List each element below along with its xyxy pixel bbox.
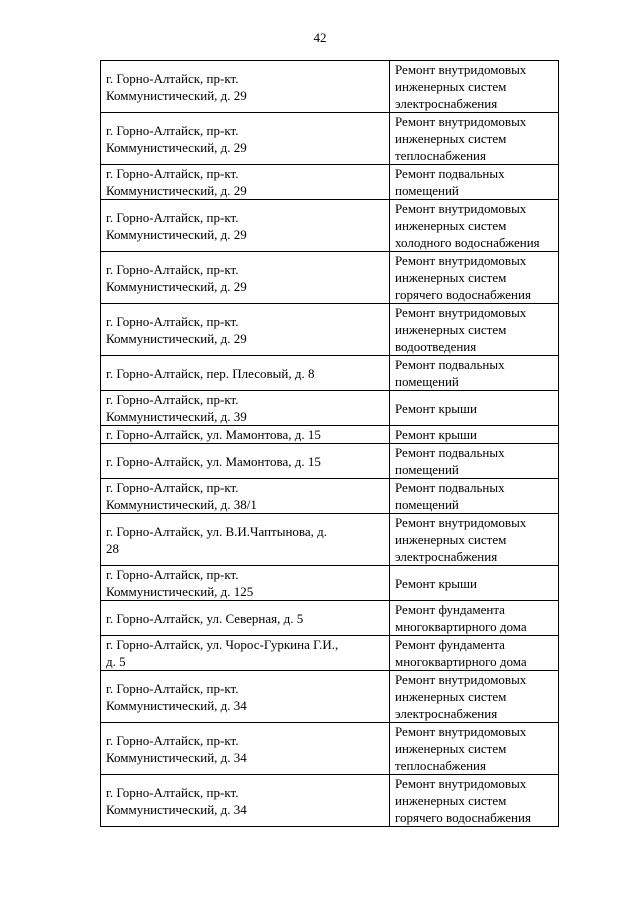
address-cell: г. Горно-Алтайск, ул. Мамонтова, д. 15 [101, 426, 390, 444]
page-number: 42 [313, 30, 327, 45]
table-row [101, 304, 559, 356]
work-type-cell: Ремонт внутридомовых инженерных систем горячего водоснабжения [390, 775, 559, 827]
address-cell: г. Горно-Алтайск, пр-кт. Коммунистический, д. 125 [101, 566, 390, 601]
table-row [101, 723, 559, 775]
work-type-cell: Ремонт крыши [390, 391, 559, 426]
table-row [101, 426, 559, 444]
work-type-cell: Ремонт подвальных помещений [390, 444, 559, 479]
address-cell: г. Горно-Алтайск, пр-кт. Коммунистический, д. 29 [101, 304, 390, 356]
work-type-cell: Ремонт крыши [390, 566, 559, 601]
work-type-cell: Ремонт внутридомовых инженерных систем электроснабжения [390, 61, 559, 113]
address-cell: г. Горно-Алтайск, ул. Северная, д. 5 [101, 601, 390, 636]
address-cell: г. Горно-Алтайск, пр-кт. Коммунистический, д. 34 [101, 671, 390, 723]
table-row [101, 514, 559, 566]
table-row [101, 113, 559, 165]
table-row [101, 61, 559, 113]
address-cell: г. Горно-Алтайск, пр-кт. Коммунистический, д. 29 [101, 200, 390, 252]
table-row [101, 252, 559, 304]
work-type-cell: Ремонт внутридомовых инженерных систем холодного водоснабжения [390, 200, 559, 252]
work-type-cell: Ремонт внутридомовых инженерных систем водоотведения [390, 304, 559, 356]
table-row [101, 444, 559, 479]
works-table [100, 60, 559, 827]
table-row [101, 165, 559, 200]
work-type-cell: Ремонт подвальных помещений [390, 165, 559, 200]
address-cell: г. Горно-Алтайск, пр-кт. Коммунистический, д. 39 [101, 391, 390, 426]
table-row [101, 566, 559, 601]
work-type-cell: Ремонт внутридомовых инженерных систем горячего водоснабжения [390, 252, 559, 304]
works-table-body [101, 61, 559, 827]
work-type-cell: Ремонт подвальных помещений [390, 479, 559, 514]
work-type-cell: Ремонт подвальных помещений [390, 356, 559, 391]
work-type-cell: Ремонт внутридомовых инженерных систем теплоснабжения [390, 723, 559, 775]
work-type-cell: Ремонт фундамента многоквартирного дома [390, 601, 559, 636]
address-cell: г. Горно-Алтайск, пр-кт. Коммунистический, д. 29 [101, 252, 390, 304]
work-type-cell: Ремонт внутридомовых инженерных систем электроснабжения [390, 514, 559, 566]
table-row [101, 601, 559, 636]
address-cell: г. Горно-Алтайск, ул. Мамонтова, д. 15 [101, 444, 390, 479]
work-type-cell: Ремонт крыши [390, 426, 559, 444]
address-cell: г. Горно-Алтайск, пр-кт. Коммунистический, д. 29 [101, 61, 390, 113]
address-cell: г. Горно-Алтайск, ул. В.И.Чаптынова, д. 28 [101, 514, 390, 566]
work-type-cell: Ремонт внутридомовых инженерных систем теплоснабжения [390, 113, 559, 165]
address-cell: г. Горно-Алтайск, пер. Плесовый, д. 8 [101, 356, 390, 391]
table-row [101, 200, 559, 252]
table-row [101, 391, 559, 426]
table-row [101, 671, 559, 723]
address-cell: г. Горно-Алтайск, пр-кт. Коммунистический, д. 38/1 [101, 479, 390, 514]
table-row [101, 636, 559, 671]
address-cell: г. Горно-Алтайск, пр-кт. Коммунистический, д. 29 [101, 165, 390, 200]
address-cell: г. Горно-Алтайск, пр-кт. Коммунистический, д. 34 [101, 775, 390, 827]
table-row [101, 479, 559, 514]
table-row [101, 775, 559, 827]
address-cell: г. Горно-Алтайск, ул. Чорос-Гуркина Г.И., д. 5 [101, 636, 390, 671]
work-type-cell: Ремонт фундамента многоквартирного дома [390, 636, 559, 671]
address-cell: г. Горно-Алтайск, пр-кт. Коммунистический, д. 29 [101, 113, 390, 165]
work-type-cell: Ремонт внутридомовых инженерных систем электроснабжения [390, 671, 559, 723]
address-cell: г. Горно-Алтайск, пр-кт. Коммунистический, д. 34 [101, 723, 390, 775]
table-row [101, 356, 559, 391]
